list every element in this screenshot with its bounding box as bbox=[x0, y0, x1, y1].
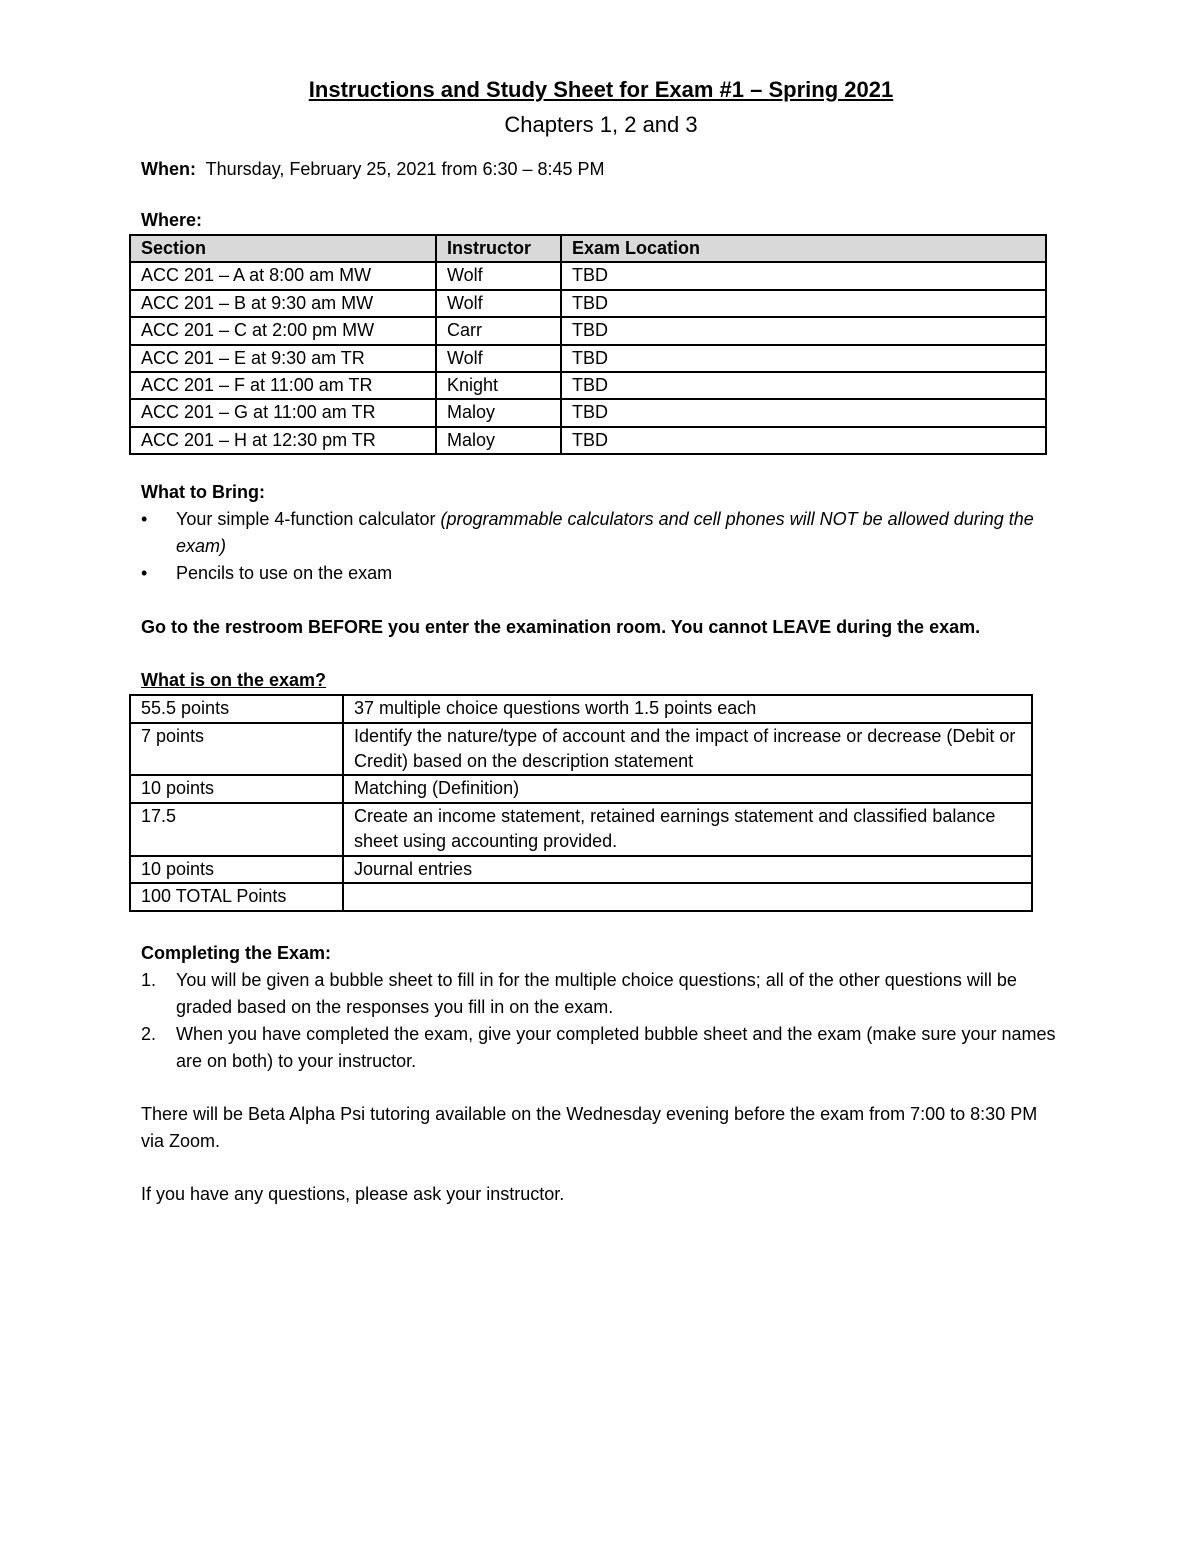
bring-item-text: Your simple 4-function calculator bbox=[176, 509, 441, 530]
page-title: Instructions and Study Sheet for Exam #1 – Spring 2021 bbox=[308, 77, 894, 102]
table-row bbox=[130, 399, 1046, 426]
location-cell: TBD bbox=[561, 345, 1046, 372]
instructor-cell: Knight bbox=[436, 372, 561, 399]
points-cell: 7 points bbox=[130, 723, 343, 776]
location-cell: TBD bbox=[561, 427, 1046, 454]
questions-notice: If you have any questions, please ask your instructor. bbox=[141, 1183, 565, 1204]
when-line bbox=[141, 156, 1061, 183]
instructor-cell: Wolf bbox=[436, 262, 561, 289]
table-row bbox=[130, 317, 1046, 344]
header-instructor: Instructor bbox=[436, 235, 561, 262]
description-cell: Matching (Definition) bbox=[343, 775, 1032, 802]
section-cell: ACC 201 – C at 2:00 pm MW bbox=[130, 317, 436, 344]
page-subtitle: Chapters 1, 2 and 3 bbox=[504, 112, 698, 137]
table-row bbox=[130, 883, 1032, 910]
what-is-on-exam-label: What is on the exam? bbox=[141, 670, 327, 691]
location-cell: TBD bbox=[561, 372, 1046, 399]
header-section: Section bbox=[130, 235, 436, 262]
instructor-cell: Carr bbox=[436, 317, 561, 344]
table-row bbox=[130, 695, 1032, 722]
location-cell: TBD bbox=[561, 317, 1046, 344]
section-cell: ACC 201 – B at 9:30 am MW bbox=[130, 290, 436, 317]
table-row bbox=[130, 775, 1032, 802]
table-row bbox=[130, 723, 1032, 776]
where-label: Where: bbox=[141, 210, 203, 230]
points-cell: 55.5 points bbox=[130, 695, 343, 722]
description-cell: Create an income statement, retained earnings statement and classified balance sheet using accounting provided. bbox=[343, 803, 1032, 856]
exam-points-table bbox=[129, 694, 1033, 911]
table-row bbox=[130, 290, 1046, 317]
section-table bbox=[129, 234, 1047, 455]
table-row bbox=[130, 803, 1032, 856]
section-table-header bbox=[130, 235, 1046, 262]
description-cell: Journal entries bbox=[343, 856, 1032, 883]
section-cell: ACC 201 – E at 9:30 am TR bbox=[130, 345, 436, 372]
step-number: 1. bbox=[141, 969, 157, 990]
tutoring-notice: There will be Beta Alpha Psi tutoring available on the Wednesday evening before the exam from 7:00 to 8:30 PM via Zoom. bbox=[141, 1103, 1038, 1151]
section-cell: ACC 201 – A at 8:00 am MW bbox=[130, 262, 436, 289]
points-cell: 10 points bbox=[130, 856, 343, 883]
list-item bbox=[141, 967, 1061, 1021]
instructor-cell: Maloy bbox=[436, 399, 561, 426]
bring-item-text: Pencils to use on the exam bbox=[176, 563, 393, 584]
document-page bbox=[141, 74, 1061, 1208]
location-cell: TBD bbox=[561, 262, 1046, 289]
list-item bbox=[141, 1021, 1061, 1075]
what-to-bring-label: What to Bring: bbox=[141, 482, 265, 503]
instructor-cell: Maloy bbox=[436, 427, 561, 454]
completing-steps-list bbox=[141, 967, 1061, 1075]
section-cell: ACC 201 – H at 12:30 pm TR bbox=[130, 427, 436, 454]
points-cell: 17.5 bbox=[130, 803, 343, 856]
description-cell bbox=[343, 883, 1032, 910]
when-value: Thursday, February 25, 2021 from 6:30 – 8:45 PM bbox=[205, 159, 605, 179]
instructor-cell: Wolf bbox=[436, 290, 561, 317]
points-cell: 100 TOTAL Points bbox=[130, 883, 343, 910]
list-item bbox=[141, 506, 1061, 560]
instructor-cell: Wolf bbox=[436, 345, 561, 372]
bring-list bbox=[141, 506, 1061, 587]
bullet-icon: • bbox=[141, 563, 148, 584]
points-cell: 10 points bbox=[130, 775, 343, 802]
completing-exam-label: Completing the Exam: bbox=[141, 942, 332, 963]
header-exam-location: Exam Location bbox=[561, 235, 1046, 262]
step-number: 2. bbox=[141, 1023, 157, 1044]
step-text: You will be given a bubble sheet to fill in for the multiple choice questions; all of the other questions will be graded based on the responses you fill in on the exam. bbox=[176, 969, 1017, 1017]
section-cell: ACC 201 – G at 11:00 am TR bbox=[130, 399, 436, 426]
table-row bbox=[130, 372, 1046, 399]
when-label: When: bbox=[141, 159, 196, 179]
table-row bbox=[130, 262, 1046, 289]
list-item bbox=[141, 560, 1061, 587]
location-cell: TBD bbox=[561, 290, 1046, 317]
table-row bbox=[130, 427, 1046, 454]
table-row bbox=[130, 345, 1046, 372]
step-text: When you have completed the exam, give your completed bubble sheet and the exam (make sure your names are on both) to your instructor. bbox=[176, 1023, 1056, 1071]
location-cell: TBD bbox=[561, 399, 1046, 426]
table-row bbox=[130, 856, 1032, 883]
restroom-notice: Go to the restroom BEFORE you enter the examination room. You cannot LEAVE during the exam. bbox=[141, 617, 981, 638]
bullet-icon: • bbox=[141, 509, 148, 530]
bring-item-note: (programmable calculators and cell phones will NOT be allowed during the exam) bbox=[176, 509, 1034, 557]
description-cell: 37 multiple choice questions worth 1.5 points each bbox=[343, 695, 1032, 722]
section-cell: ACC 201 – F at 11:00 am TR bbox=[130, 372, 436, 399]
description-cell: Identify the nature/type of account and the impact of increase or decrease (Debit or Credit) based on the description statement bbox=[343, 723, 1032, 776]
